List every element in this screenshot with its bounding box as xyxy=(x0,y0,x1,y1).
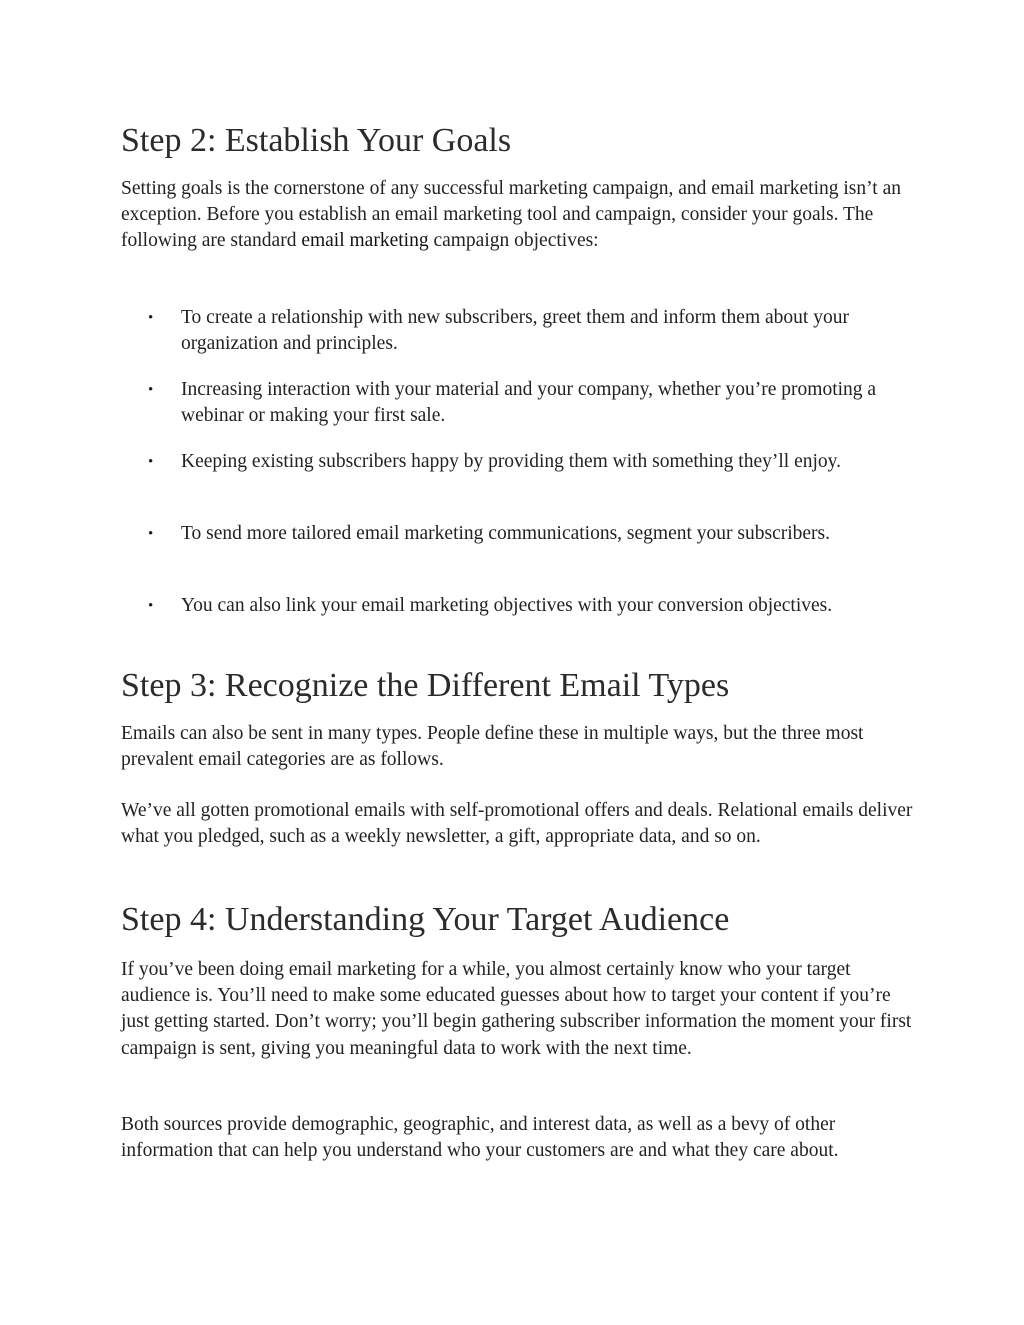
email-marketing-link[interactable]: email marketing xyxy=(301,230,429,252)
bullet-icon: • xyxy=(148,310,154,326)
list-item-text: Increasing interaction with your material and your company, whether you’re promoting a webinar or making your first sale. xyxy=(181,379,877,427)
list-item-text: To create a relationship with new subscribers, greet them and inform them about your organization and principles. xyxy=(181,307,849,355)
list-item-text: To send more tailored email marketing communications, segment your subscribers. xyxy=(181,523,831,544)
list-item-text: You can also link your email marketing objectives with your conversion objectives. xyxy=(181,595,833,616)
step4-paragraph-2: Both sources provide demographic, geographic, and interest data, as well as a bevy of other information that can help you understand who your customers are and what they care about. xyxy=(121,1114,839,1162)
list-item xyxy=(121,521,911,547)
step3-heading: Step 3: Recognize the Different Email Types xyxy=(121,667,730,704)
bullet-icon: • xyxy=(148,382,154,398)
bullet-icon: • xyxy=(148,454,154,470)
list-item-text: Keeping existing subscribers happy by providing them with something they’ll enjoy. xyxy=(181,451,842,472)
list-item xyxy=(121,449,911,475)
bullet-icon: • xyxy=(148,526,154,542)
step2-intro-paragraph xyxy=(121,176,921,255)
list-item xyxy=(121,305,911,357)
list-item xyxy=(121,377,911,429)
step2-heading: Step 2: Establish Your Goals xyxy=(121,122,512,159)
step4-heading: Step 4: Understanding Your Target Audience xyxy=(121,901,730,938)
bullet-icon: • xyxy=(148,598,154,614)
step3-paragraph-2: We’ve all gotten promotional emails with self-promotional offers and deals. Relational emails deliver what you pledged, such as a weekly newsletter, a gift, appropriate data, and so on. xyxy=(121,800,913,848)
step3-paragraph-1: Emails can also be sent in many types. People define these in multiple ways, but the three most prevalent email categories are as follows. xyxy=(121,723,864,771)
step2-intro-text-before: Setting goals is the cornerstone of any successful marketing campaign, and email marketing isn’t an exception. Before you establish an email marketing tool and campaign, consider your goals. The following are standard xyxy=(121,178,901,252)
step4-paragraph-1: If you’ve been doing email marketing for a while, you almost certainly know who your target audience is. You’ll need to make some educated guesses about how to target your content if you’re just getting started. Don’t worry; you’ll begin gathering subscriber information the moment your first campaign is sent, giving you meaningful data to work with the next time. xyxy=(121,959,912,1059)
list-item xyxy=(121,593,911,619)
step2-intro-text-after: campaign objectives: xyxy=(428,230,599,252)
